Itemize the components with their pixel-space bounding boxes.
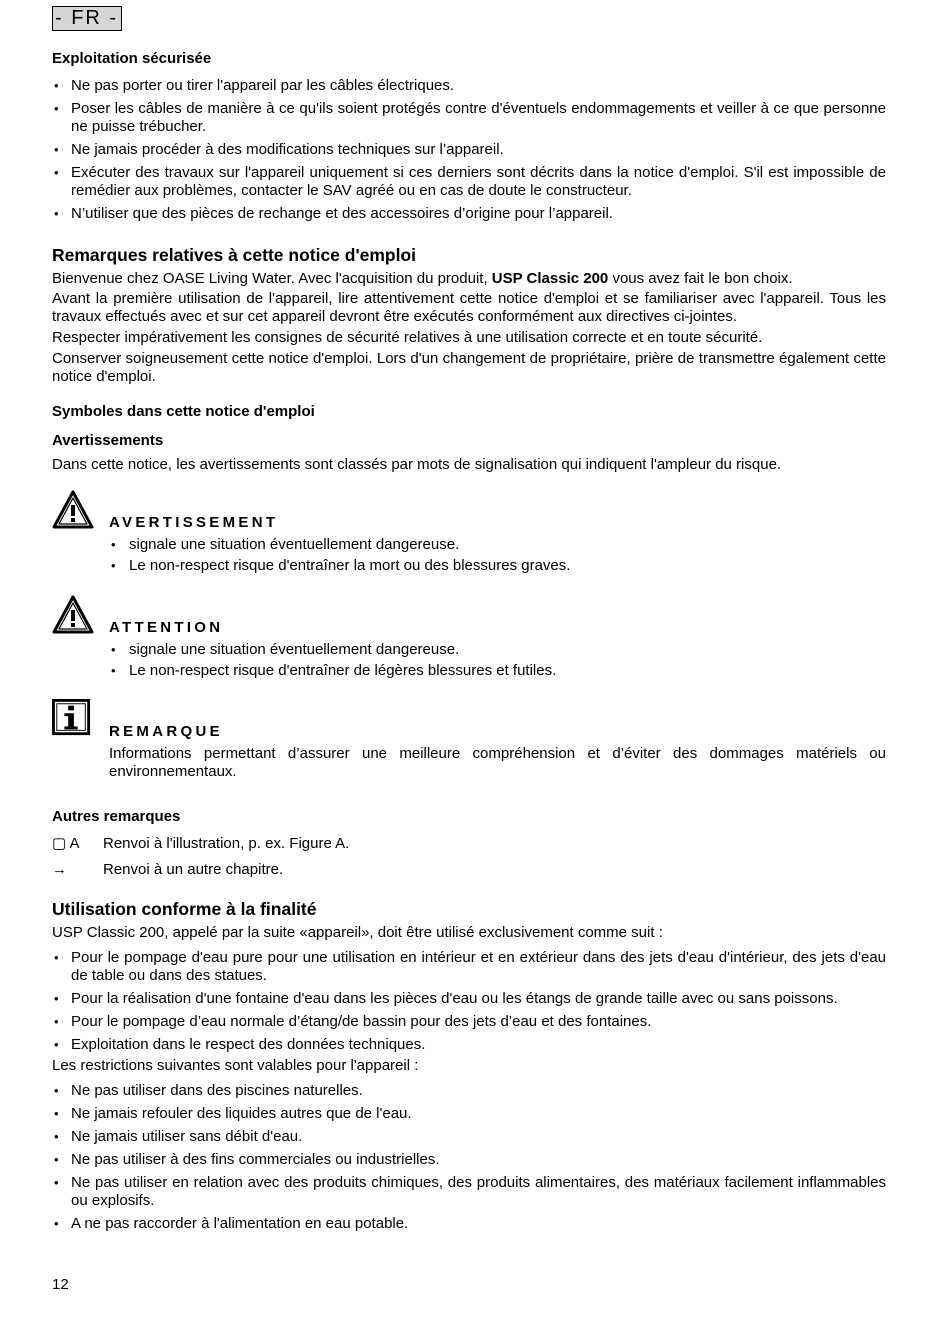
attention-list — [109, 641, 886, 680]
remarks-heading: Remarques relatives à cette notice d'emploi — [52, 245, 417, 265]
list-item: • Ne jamais utiliser sans débit d'eau. — [52, 1128, 886, 1146]
list-item: • Pour le pompage d'eau pure pour une utilisation en intérieur et en extérieur dans des jets d'eau d'intérieur, des jets d'eau de table ou dans des statues. — [52, 949, 886, 985]
list-item: • Le non-respect risque d'entraîner de légères blessures et futiles. — [109, 662, 886, 680]
attention-label: ATTENTION — [109, 619, 224, 636]
paragraph: Respecter impérativement les consignes de sécurité relatives à une utilisation correcte et en toute sécurité. — [52, 329, 763, 346]
warning-triangle-icon — [52, 490, 94, 530]
welcome-text: Bienvenue chez OASE Living Water. Avec l'acquisition du produit, — [52, 270, 492, 287]
welcome-paragraph — [52, 270, 886, 288]
warnings-intro: Dans cette notice, les avertissements sont classés par mots de signalisation qui indiquent l'ampleur du risque. — [52, 456, 782, 473]
list-item: • signale une situation éventuellement dangereuse. — [109, 641, 886, 659]
safe-operation-heading: Exploitation sécurisée — [52, 50, 212, 67]
intended-use-list — [52, 949, 886, 1054]
list-item: • Ne jamais refouler des liquides autres que de l'eau. — [52, 1105, 886, 1123]
page-number: 12 — [52, 1276, 69, 1293]
welcome-text-end: vous avez fait le bon choix. — [608, 270, 793, 287]
info-icon — [52, 699, 92, 737]
other-remarks-heading: Autres remarques — [52, 808, 181, 825]
list-item: • Exécuter des travaux sur l'appareil uniquement si ces derniers sont décrits dans la notice d'emploi. S'il est impossible de remédier aux problèmes, contacter le SAV agréé ou en cas de doute le constructeur. — [52, 164, 886, 200]
list-item: • Ne pas utiliser dans des piscines naturelles. — [52, 1082, 886, 1100]
safe-operation-list — [52, 77, 886, 223]
paragraph: Conserver soigneusement cette notice d'emploi. Lors d'un changement de propriétaire, prière de transmettre également cette notice d'emploi. — [52, 350, 886, 385]
intended-use-intro: USP Classic 200, appelé par la suite «appareil», doit être utilisé exclusivement comme suit : — [52, 924, 663, 941]
figure-reference-symbol: ▢ A — [52, 835, 80, 852]
reference-row — [52, 861, 886, 879]
warnings-heading: Avertissements — [52, 432, 164, 449]
list-item: • Ne jamais procéder à des modifications techniques sur l’appareil. — [52, 141, 886, 159]
intended-use-section — [52, 900, 886, 1238]
paragraph: Avant la première utilisation de l'appareil, lire attentivement cette notice d'emploi et se familiariser avec l'appareil. Tous les travaux effectués avec et sur cet appareil devront être exécutés conformément aux directives ci-jointes. — [52, 290, 886, 325]
list-item: • Ne pas utiliser à des fins commerciales ou industrielles. — [52, 1151, 886, 1169]
warning-triangle-icon — [52, 595, 94, 635]
list-item: • Exploitation dans le respect des données techniques. — [52, 1036, 886, 1054]
restrictions-list — [52, 1082, 886, 1233]
safe-operation-section — [52, 50, 886, 228]
reference-text: Renvoi à un autre chapitre. — [103, 861, 284, 878]
product-name: USP Classic 200 — [491, 270, 609, 287]
list-item: • signale une situation éventuellement dangereuse. — [109, 536, 886, 554]
reference-text: Renvoi à l'illustration, p. ex. Figure A. — [103, 835, 350, 852]
list-item: • Le non-respect risque d'entraîner la mort ou des blessures graves. — [109, 557, 886, 575]
list-item: • Ne pas utiliser en relation avec des produits chimiques, des produits alimentaires, des matériaux facilement inflammables ou explosifs. — [52, 1174, 886, 1210]
arrow-icon: → — [52, 861, 67, 878]
avertissement-list — [109, 536, 886, 575]
restrictions-intro: Les restrictions suivantes sont valables pour l'appareil : — [52, 1057, 419, 1074]
symbols-heading: Symboles dans cette notice d'emploi — [52, 403, 315, 420]
list-item: • Pour le pompage d’eau normale d’étang/de bassin pour des jets d’eau et des fontaines. — [52, 1013, 886, 1031]
remarks-section — [52, 246, 886, 386]
list-item: • Ne pas porter ou tirer l'appareil par les câbles électriques. — [52, 77, 886, 95]
list-item: • Pour la réalisation d'une fontaine d'eau dans les pièces d'eau ou les étangs de grande taille avec ou sans poissons. — [52, 990, 886, 1008]
remarque-label: REMARQUE — [109, 723, 223, 740]
language-tag: - FR - — [52, 6, 122, 31]
list-item: • Poser les câbles de manière à ce qu'ils soient protégés contre d'éventuels endommagements et veiller à ce que personne ne puisse trébucher. — [52, 100, 886, 136]
avertissement-label: AVERTISSEMENT — [109, 514, 279, 531]
list-item: • A ne pas raccorder à l'alimentation en eau potable. — [52, 1215, 886, 1233]
list-item: • N’utiliser que des pièces de rechange et des accessoires d’origine pour l’appareil. — [52, 205, 886, 223]
remarque-text: Informations permettant d’assurer une meilleure compréhension et d’éviter des dommages matériels ou environnementaux. — [109, 745, 886, 780]
reference-row — [52, 835, 886, 853]
intended-use-heading: Utilisation conforme à la finalité — [52, 899, 317, 919]
